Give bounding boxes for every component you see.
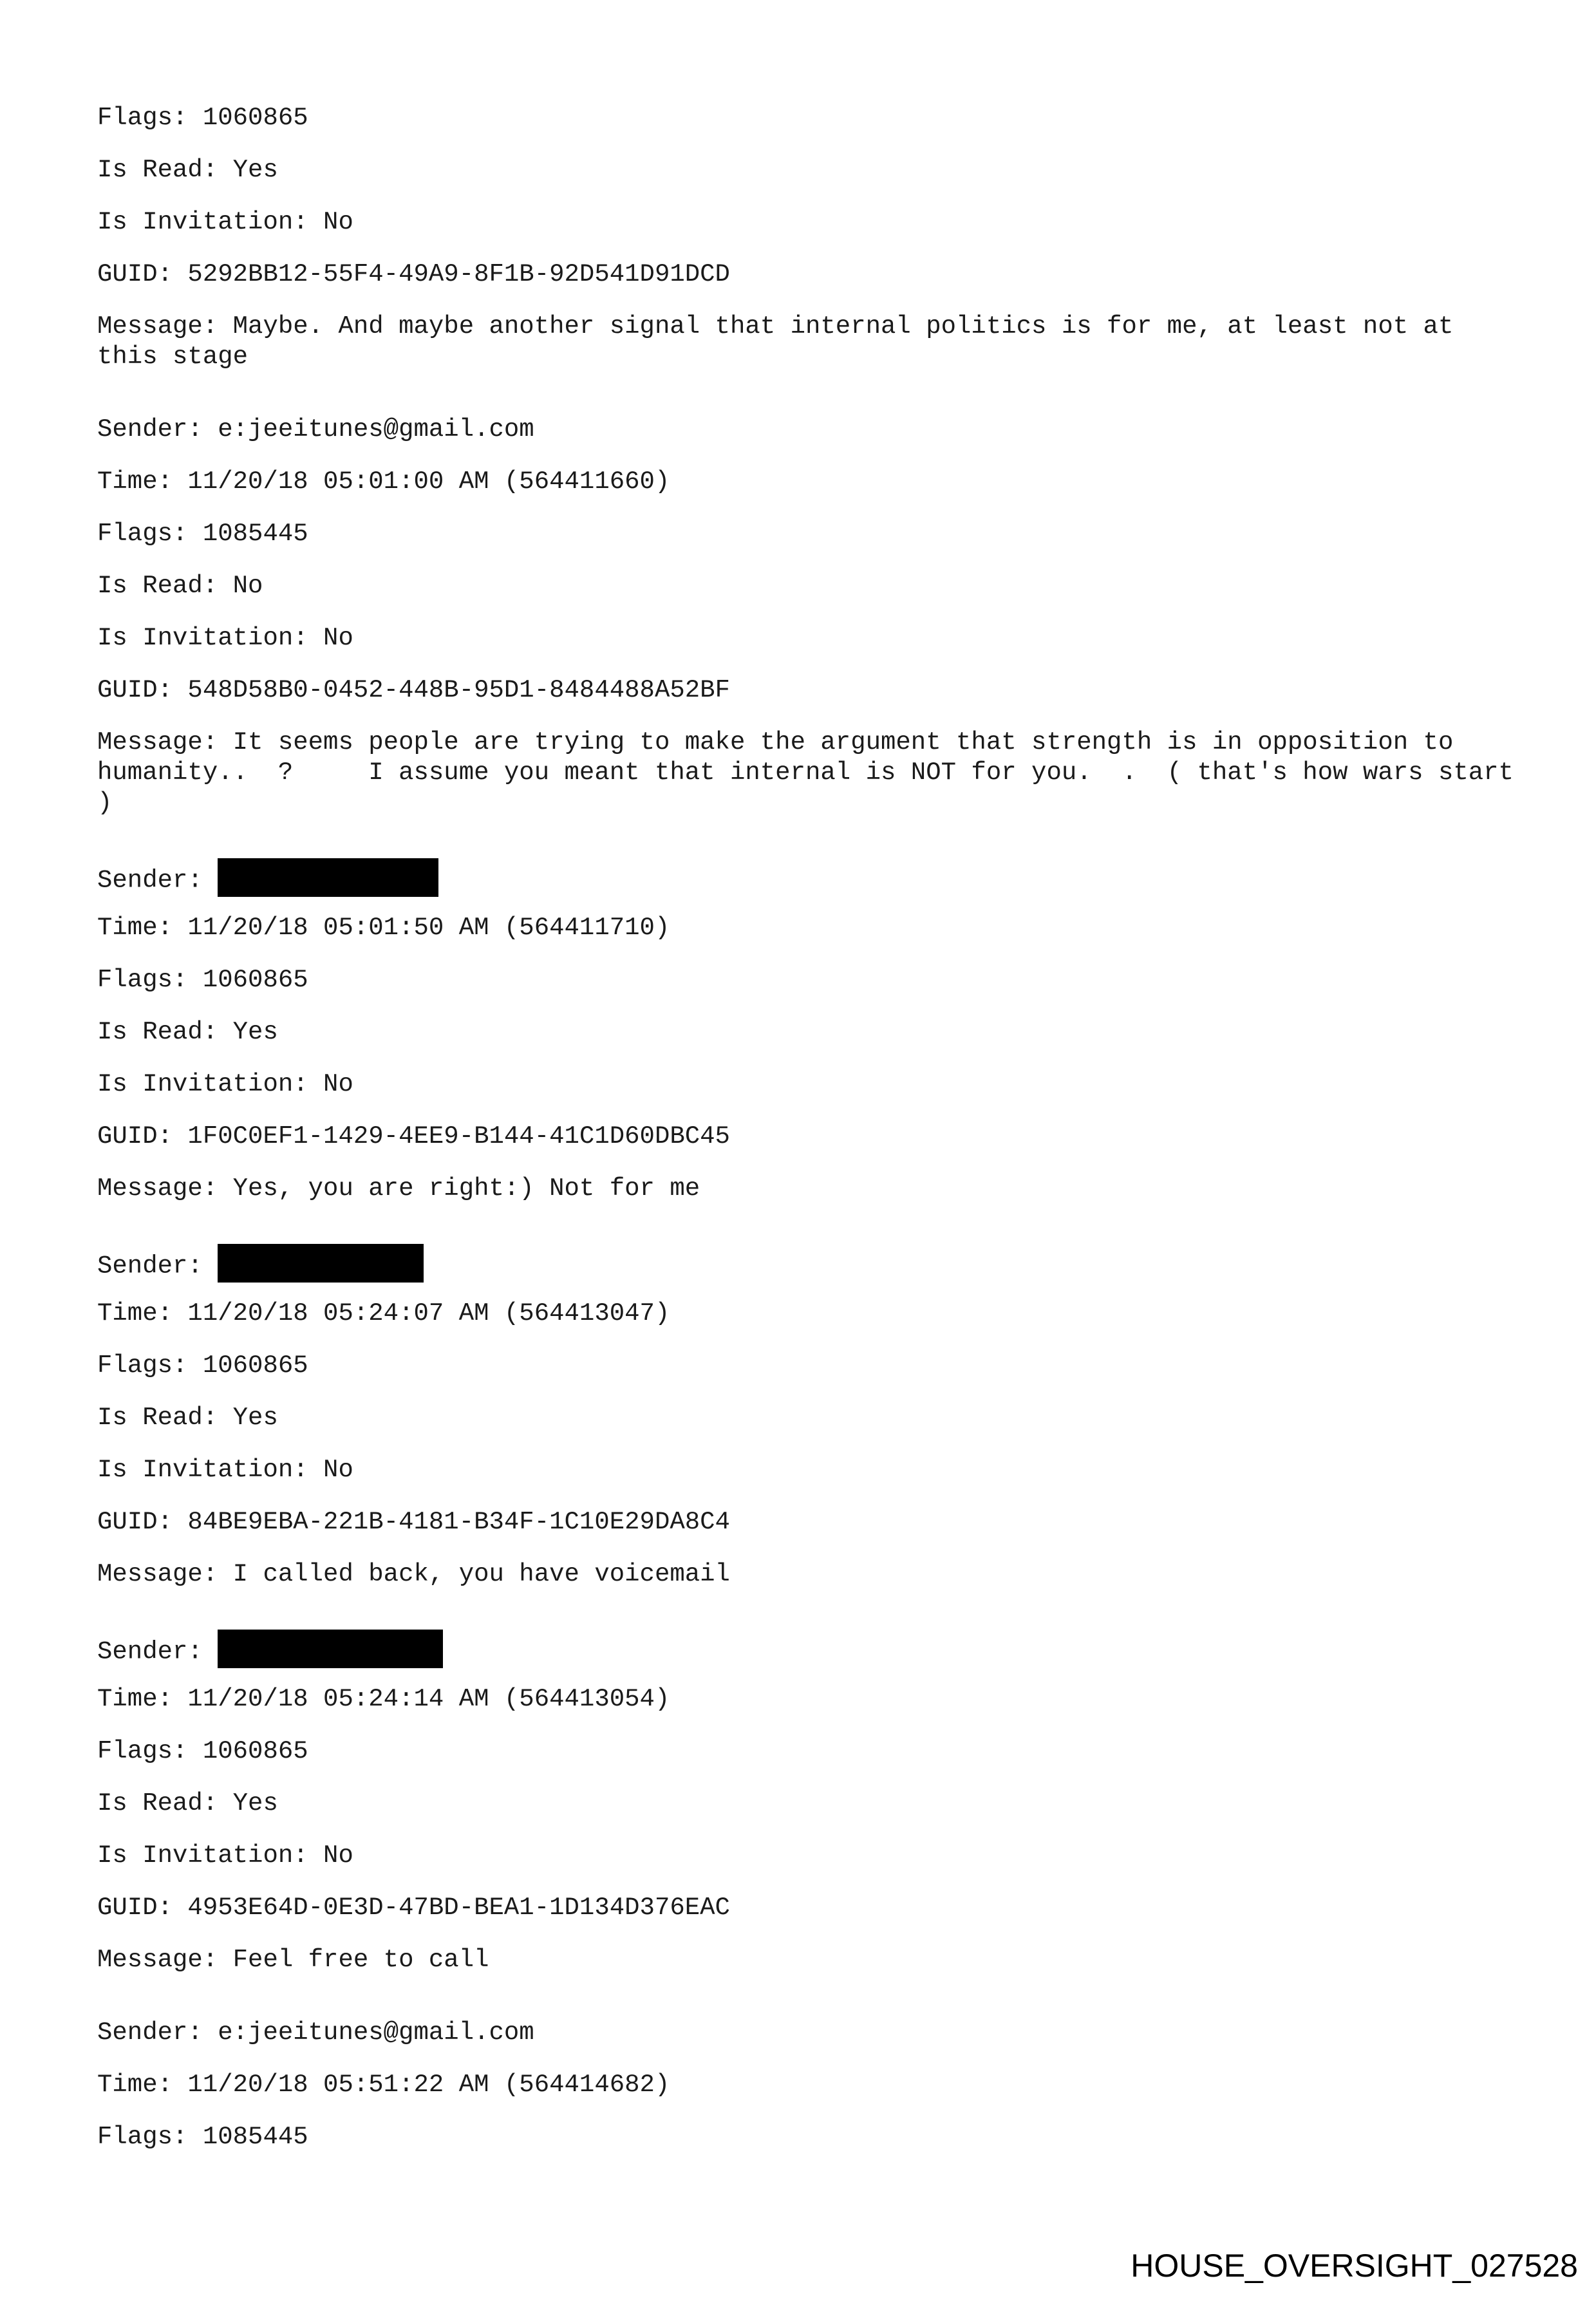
sender-label: Sender: [97,1252,203,1281]
flags-field: Flags: 1060865 [97,966,308,994]
guid-field: GUID: 4953E64D-0E3D-47BD-BEA1-1D134D376EAC [97,1894,730,1922]
sender-field: Sender: e:jeeitunes@gmail.com [97,2018,534,2047]
time-field: Time: 11/20/18 05:51:22 AM (564414682) [97,2071,670,2099]
message-record [97,861,1514,1204]
message-field: Message: Feel free to call [97,1946,489,1974]
redaction-box [218,1630,443,1668]
message-record [97,415,1529,818]
sender-field [97,1632,1514,1666]
sender-field [97,861,1514,895]
flags-field: Flags: 1085445 [97,2123,308,2151]
redaction-box [218,1244,424,1283]
message-field: Message: I called back, you have voicemail [97,1560,730,1588]
is-read-field: Is Read: Yes [97,1789,278,1818]
time-field: Time: 11/20/18 05:24:07 AM (564413047) [97,1299,670,1328]
is-invitation-field: Is Invitation: No [97,1456,353,1484]
flags-field: Flags: 1060865 [97,1737,308,1765]
time-field: Time: 11/20/18 05:01:50 AM (564411710) [97,914,670,942]
flags-field: Flags: 1060865 [97,1351,308,1380]
guid-field: GUID: 84BE9EBA-221B-4181-B34F-1C10E29DA8C4 [97,1508,730,1536]
message-record [97,2018,1514,2152]
message-log [97,103,1529,2152]
is-invitation-field: Is Invitation: No [97,1841,353,1870]
is-invitation-field: Is Invitation: No [97,624,353,652]
is-read-field: Is Read: Yes [97,1018,278,1046]
is-invitation-field: Is Invitation: No [97,1070,353,1098]
message-record [97,103,1514,372]
flags-field: Flags: 1085445 [97,520,308,548]
guid-field: GUID: 548D58B0-0452-448B-95D1-8484488A52BF [97,676,730,704]
sender-field: Sender: e:jeeitunes@gmail.com [97,415,534,444]
message-record [97,1246,1514,1590]
bates-number: HOUSE_OVERSIGHT_027528 [1131,2248,1578,2284]
is-read-field: Is Read: No [97,572,263,600]
time-field: Time: 11/20/18 05:24:14 AM (564413054) [97,1685,670,1713]
redaction-box [218,858,438,897]
time-field: Time: 11/20/18 05:01:00 AM (564411660) [97,467,670,496]
guid-field: GUID: 1F0C0EF1-1429-4EE9-B144-41C1D60DBC45 [97,1122,730,1151]
sender-label: Sender: [97,866,203,895]
sender-field [97,1246,1514,1281]
sender-label: Sender: [97,1637,203,1666]
is-invitation-field: Is Invitation: No [97,208,353,236]
message-field: Message: It seems people are trying to make the argument that strength is in opposition to humanity.. ? I assume you meant that internal is NOT for you. . ( that's how wars start ) [97,728,1529,817]
flags-field: Flags: 1060865 [97,104,308,132]
message-field: Message: Maybe. And maybe another signal that internal politics is for me, at least not at this stage [97,312,1469,371]
is-read-field: Is Read: Yes [97,1404,278,1432]
is-read-field: Is Read: Yes [97,156,278,184]
guid-field: GUID: 5292BB12-55F4-49A9-8F1B-92D541D91DCD [97,260,730,288]
message-record [97,1632,1514,1975]
message-field: Message: Yes, you are right:) Not for me [97,1174,700,1203]
